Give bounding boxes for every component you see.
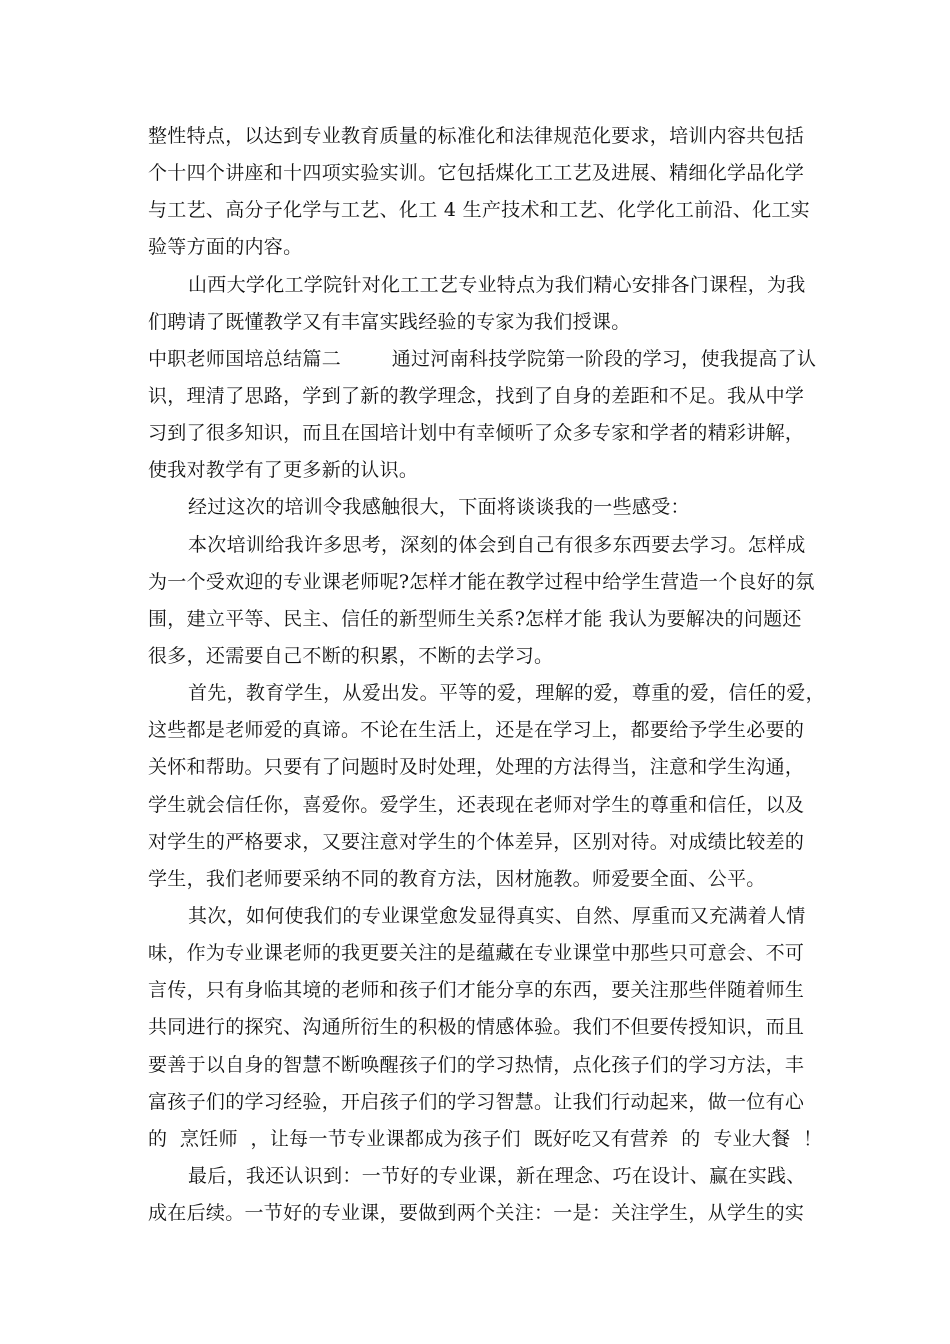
text-line-13: 为一个受欢迎的专业课老师呢?怎样才能在教学过程中给学生营造一个良好的氛 <box>148 570 815 593</box>
text-line-5: 山西大学化工学院针对化工工艺专业特点为我们精心安排各门课程，为我 <box>188 273 806 296</box>
text-line-21: 学生，我们老师要采纳不同的教育方法，因材施教。师爱要全面、公平。 <box>148 867 766 890</box>
text-line-25: 共同进行的探究、沟通所衍生的积极的情感体验。我们不但要传授知识，而且 <box>148 1016 805 1039</box>
text-line-23: 味，作为专业课老师的我更要关注的是蕴藏在专业课堂中那些只可意会、不可 <box>148 942 805 965</box>
text-line-8: 识，理清了思路，学到了新的教学理念，找到了自身的差距和不足。我从中学 <box>148 384 805 407</box>
text-line-20: 对学生的严格要求，又要注意对学生的个体差异，区别对待。对成绩比较差的 <box>148 830 805 853</box>
text-line-29: 最后，我还认识到：一节好的专业课，新在理念、巧在设计、赢在实践、 <box>188 1164 806 1187</box>
text-line-2: 个十四个讲座和十四项实验实训。它包括煤化工工艺及进展、精细化学品化学 <box>148 162 805 185</box>
text-line-28: 的 烹饪师 ，让每一节专业课都成为孩子们 既好吃又有营养 的 专业大餐 ！ <box>148 1127 823 1150</box>
text-line-16: 首先，教育学生，从爱出发。平等的爱，理解的爱，尊重的爱，信任的爱， <box>188 682 825 705</box>
text-line-3: 与工艺、高分子化学与工艺、化工 4 生产技术和工艺、化学化工前沿、化工实 <box>148 199 810 222</box>
section-title-line: 中职老师国培总结篇二 通过河南科技学院第一阶段的学习，使我提高了认 <box>148 347 817 370</box>
text-line-14: 围，建立平等、民主、信任的新型师生关系?怎样才能 我认为要解决的问题还 <box>148 607 802 630</box>
text-line-15: 很多，还需要自己不断的积累，不断的去学习。 <box>148 644 554 667</box>
text-line-19: 学生就会信任你，喜爱你。爱学生，还表现在老师对学生的尊重和信任，以及 <box>148 793 805 816</box>
text-line-11: 经过这次的培训令我感触很大，下面将谈谈我的一些感受： <box>188 496 690 519</box>
text-line-1: 整性特点，以达到专业教育质量的标准化和法律规范化要求，培训内容共包括 <box>148 125 805 147</box>
text-line-24: 言传，只有身临其境的老师和孩子们才能分享的东西，要关注那些伴随着师生 <box>148 979 805 1002</box>
text-line-17: 这些都是老师爱的真谛。不论在生活上，还是在学习上，都要给予学生必要的 <box>148 719 805 742</box>
text-line-26: 要善于以自身的智慧不断唤醒孩子们的学习热情，点化孩子们的学习方法，丰 <box>148 1053 805 1076</box>
document-body <box>148 118 825 1232</box>
text-line-18: 关怀和帮助。只要有了问题时及时处理，处理的方法得当，注意和学生沟通， <box>148 756 805 779</box>
text-line-10: 使我对教学有了更多新的认识。 <box>148 459 419 482</box>
text-line-27: 富孩子们的学习经验，开启孩子们的学习智慧。让我们行动起来，做一位有心 <box>148 1090 805 1113</box>
text-line-12: 本次培训给我许多思考，深刻的体会到自己有很多东西要去学习。怎样成 <box>188 533 806 556</box>
text-line-30: 成在后续。一节好的专业课，要做到两个关注：一是：关注学生，从学生的实 <box>148 1202 805 1225</box>
text-line-6: 们聘请了既懂教学又有丰富实践经验的专家为我们授课。 <box>148 310 631 333</box>
text-line-22: 其次，如何使我们的专业课堂愈发显得真实、自然、厚重而又充满着人情 <box>188 904 806 927</box>
text-line-4: 验等方面的内容。 <box>148 236 303 259</box>
text-line-9: 习到了很多知识，而且在国培计划中有幸倾听了众多专家和学者的精彩讲解， <box>148 422 805 445</box>
